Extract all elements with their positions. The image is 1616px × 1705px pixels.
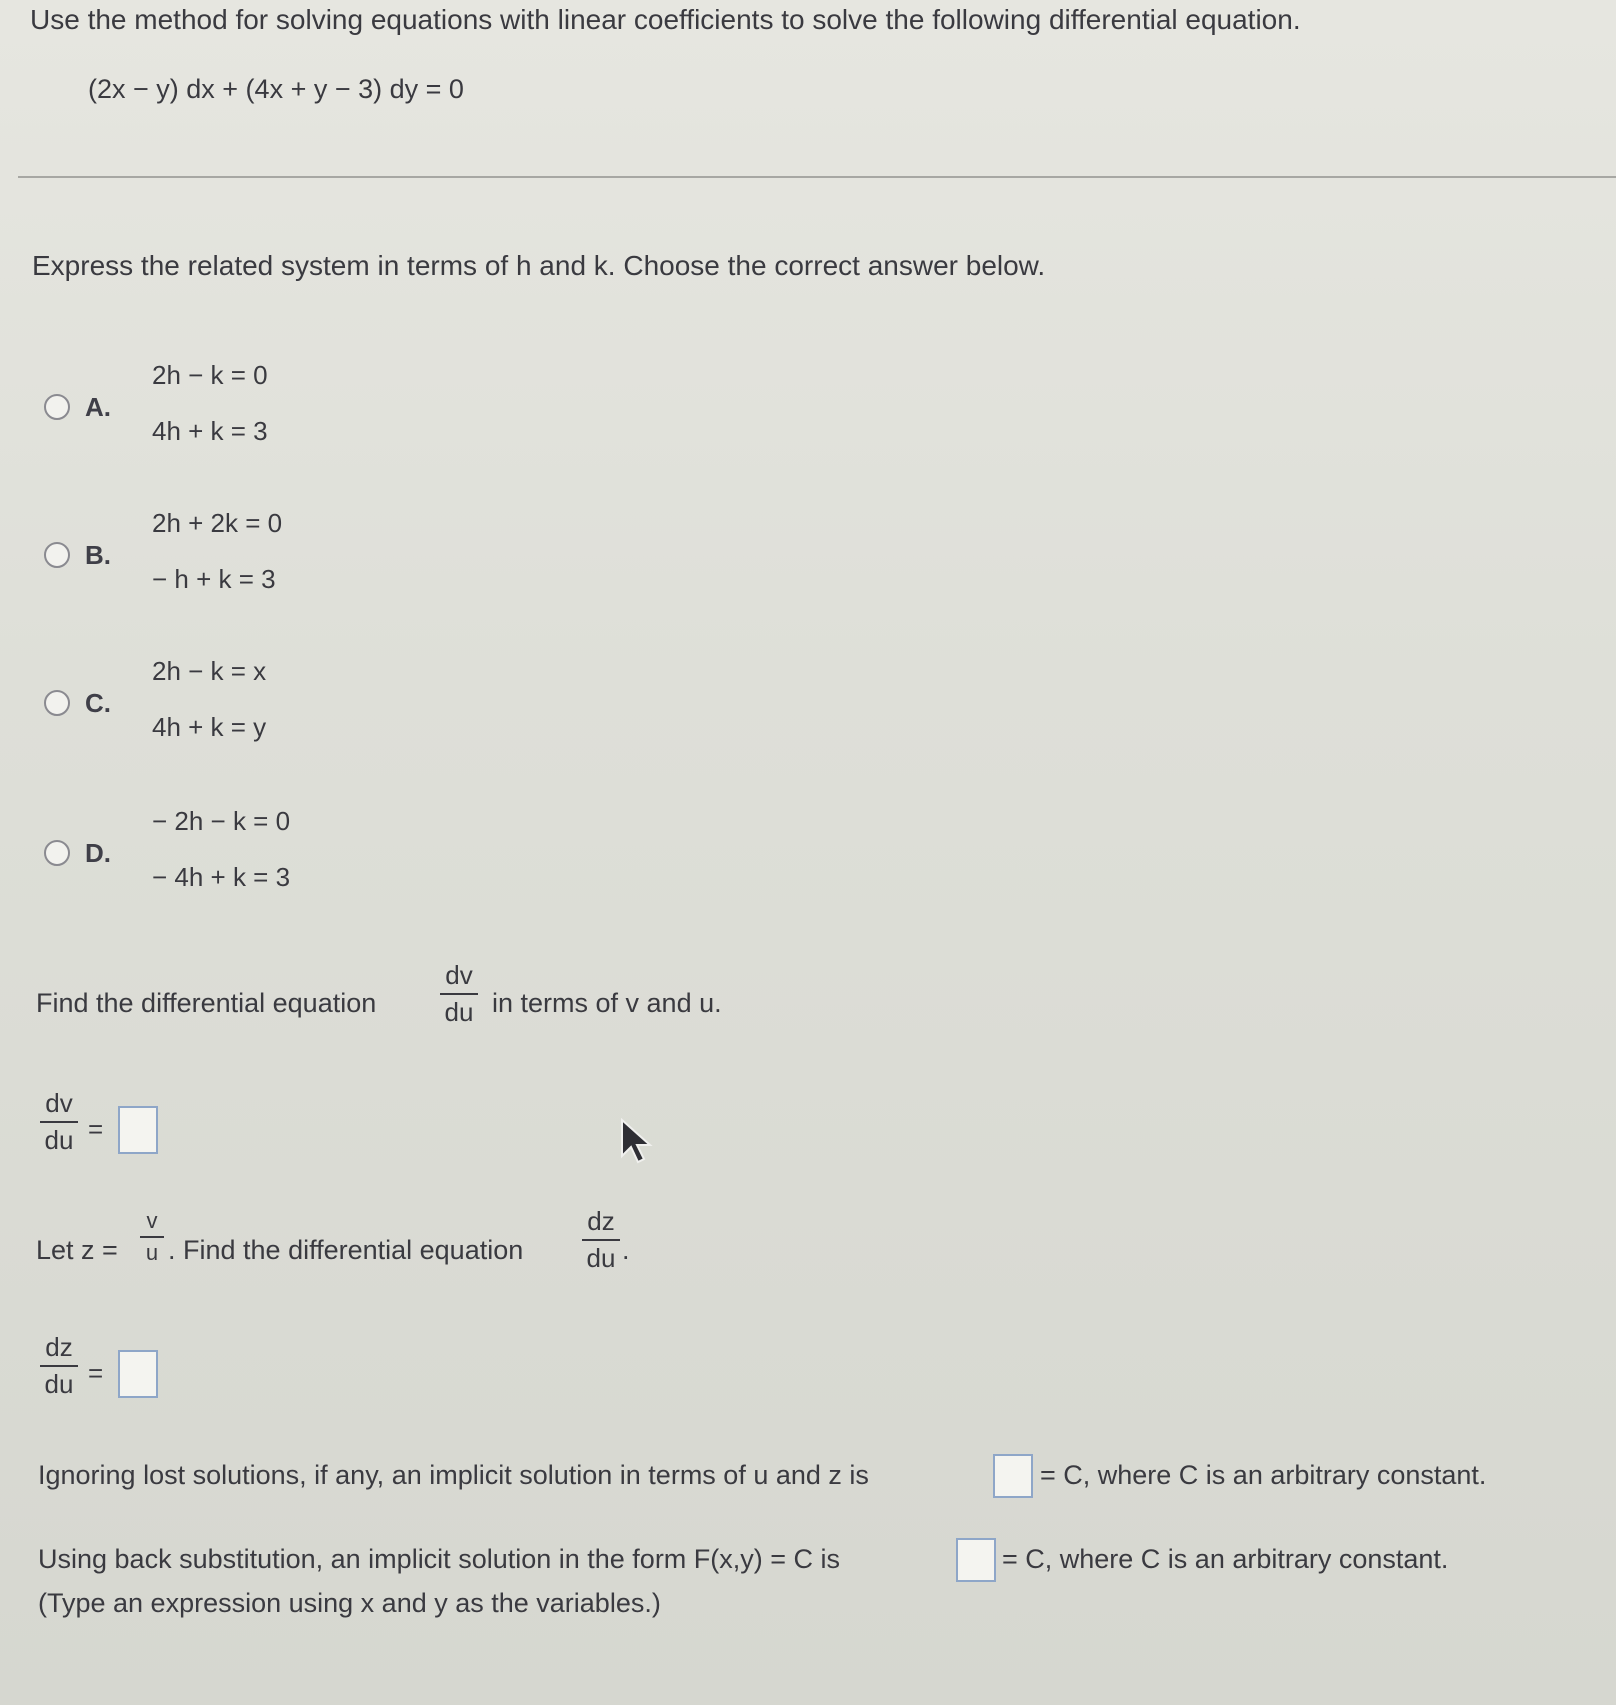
part5-text-start: Using back substitution, an implicit solution in the form F(x,y) = C is (38, 1544, 841, 1574)
dv-du-answer-input[interactable] (118, 1106, 158, 1154)
option-equation-1: − 2h − k = 0 (152, 806, 291, 836)
option-letter: B. (85, 540, 111, 570)
option-equation-1: 2h − k = x (152, 656, 267, 686)
fraction-numerator: dv (45, 1088, 73, 1118)
xy-solution-input[interactable] (956, 1538, 996, 1582)
fraction-numerator: dz (587, 1206, 615, 1236)
option-equation-1: 2h − k = 0 (152, 360, 268, 390)
fraction-denominator: u (145, 1240, 159, 1265)
option-c[interactable] (40, 656, 460, 766)
option-equation-2: − h + k = 3 (152, 564, 276, 594)
part1-prompt: Express the related system in terms of h and k. Choose the correct answer below. (32, 250, 1046, 281)
uz-solution-input[interactable] (993, 1454, 1033, 1498)
fraction-numerator: dv (445, 960, 473, 990)
mouse-pointer-icon (620, 1118, 656, 1166)
equals-sign: = (88, 1358, 104, 1388)
radio-button-b[interactable] (44, 542, 70, 568)
radio-button-c[interactable] (44, 690, 70, 716)
fraction-denominator: du (44, 1125, 74, 1155)
z-fraction (140, 1208, 164, 1266)
fraction-bar (40, 1121, 78, 1123)
dz-du-answer-input[interactable] (118, 1350, 158, 1398)
option-b[interactable] (40, 508, 460, 618)
fraction-bar (140, 1236, 164, 1238)
option-d[interactable] (40, 806, 460, 916)
part2-prompt-end: in terms of v and u. (492, 988, 722, 1018)
equals-sign: = (88, 1114, 104, 1144)
part3-prompt-start: Let z = (36, 1235, 118, 1265)
dv-du-fraction (440, 960, 478, 1028)
part4-text-start: Ignoring lost solutions, if any, an implicit solution in terms of u and z is (38, 1460, 869, 1490)
option-a[interactable] (40, 360, 460, 470)
question-instruction: Use the method for solving equations with linear coefficients to solve the following differential equation. (30, 4, 1301, 35)
part5-text-end: = C, where C is an arbitrary constant. (1002, 1544, 1449, 1574)
fraction-bar (440, 993, 478, 995)
option-letter: C. (85, 688, 111, 718)
fraction-denominator: du (44, 1369, 74, 1399)
fraction-bar (582, 1239, 620, 1241)
differential-equation: (2x − y) dx + (4x + y − 3) dy = 0 (88, 74, 464, 104)
divider (18, 176, 1616, 178)
part3-prompt-middle: . Find the differential equation (168, 1235, 524, 1265)
part3-prompt-end: . (622, 1235, 630, 1265)
fraction-denominator: du (586, 1243, 616, 1273)
part5-hint: (Type an expression using x and y as the variables.) (38, 1588, 661, 1618)
fraction-numerator: v (146, 1208, 158, 1233)
fraction-denominator: du (444, 997, 474, 1027)
fraction-numerator: dz (45, 1332, 73, 1362)
dz-du-fraction (582, 1206, 620, 1274)
part2-prompt-start: Find the differential equation (36, 988, 377, 1018)
option-equation-2: − 4h + k = 3 (152, 862, 291, 892)
radio-button-d[interactable] (44, 840, 70, 866)
fraction-bar (40, 1365, 78, 1367)
option-equation-2: 4h + k = y (152, 712, 267, 742)
part4-text-end: = C, where C is an arbitrary constant. (1040, 1460, 1487, 1490)
option-letter: A. (85, 392, 111, 422)
dv-du-answer-fraction (40, 1088, 78, 1156)
option-letter: D. (85, 838, 111, 868)
radio-button-a[interactable] (44, 394, 70, 420)
dz-du-answer-fraction (40, 1332, 78, 1400)
option-equation-1: 2h + 2k = 0 (152, 508, 283, 538)
option-equation-2: 4h + k = 3 (152, 416, 268, 446)
